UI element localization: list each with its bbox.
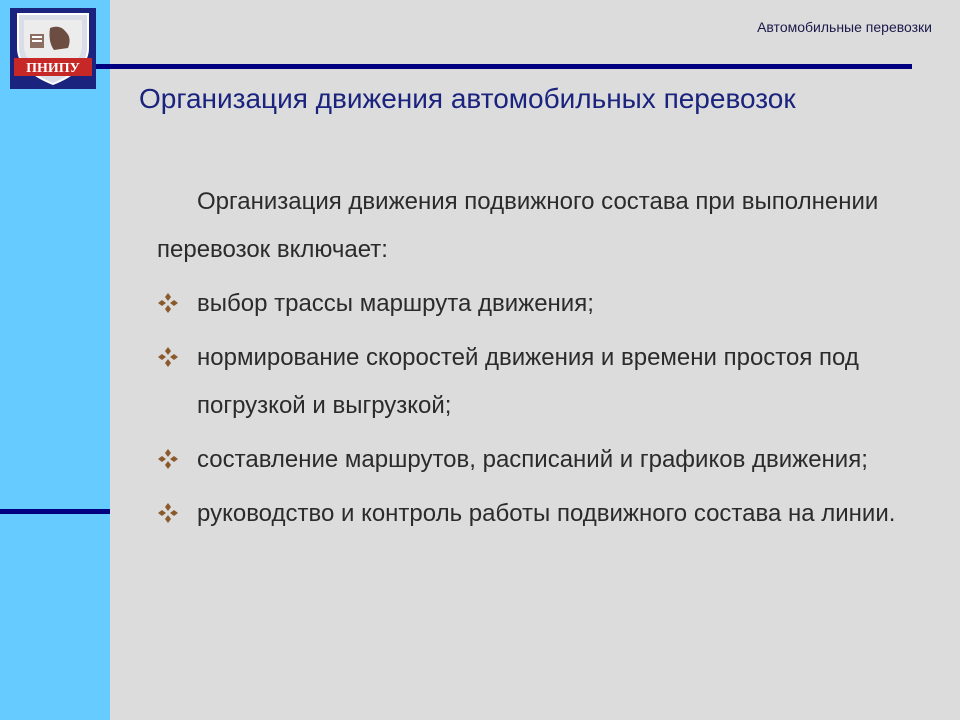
bullet-item-2 [157, 334, 947, 430]
bullet-item-3 [157, 436, 947, 484]
bullet-item-1 [157, 280, 947, 328]
bullet-text: руководство и контроль работы подвижного состава на линии. [197, 500, 896, 527]
header-rule [96, 64, 912, 69]
slide-title: Организация движения автомобильных перевозок [139, 83, 796, 114]
left-accent-band [0, 0, 110, 720]
bullet-text: выбор трассы маршрута движения; [197, 290, 594, 317]
left-band-divider [0, 509, 110, 514]
bullet-item-4 [157, 490, 947, 538]
diamond-bullet-icon [157, 502, 179, 524]
bullet-text: нормирование скоростей движения и времени простоя под погрузкой и выгрузкой; [197, 344, 859, 419]
bullet-text: составление маршрутов, расписаний и графиков движения; [197, 446, 868, 473]
logo-text: ПНИПУ [26, 61, 80, 76]
university-crest-icon [10, 8, 96, 89]
diamond-bullet-icon [157, 292, 179, 314]
diamond-bullet-icon [157, 346, 179, 368]
diamond-bullet-icon [157, 448, 179, 470]
intro-paragraph: Организация движения подвижного состава при выполнении перевозок включает: [157, 188, 879, 263]
course-label: Автомобильные перевозки [757, 19, 932, 35]
bullet-list [157, 280, 947, 544]
